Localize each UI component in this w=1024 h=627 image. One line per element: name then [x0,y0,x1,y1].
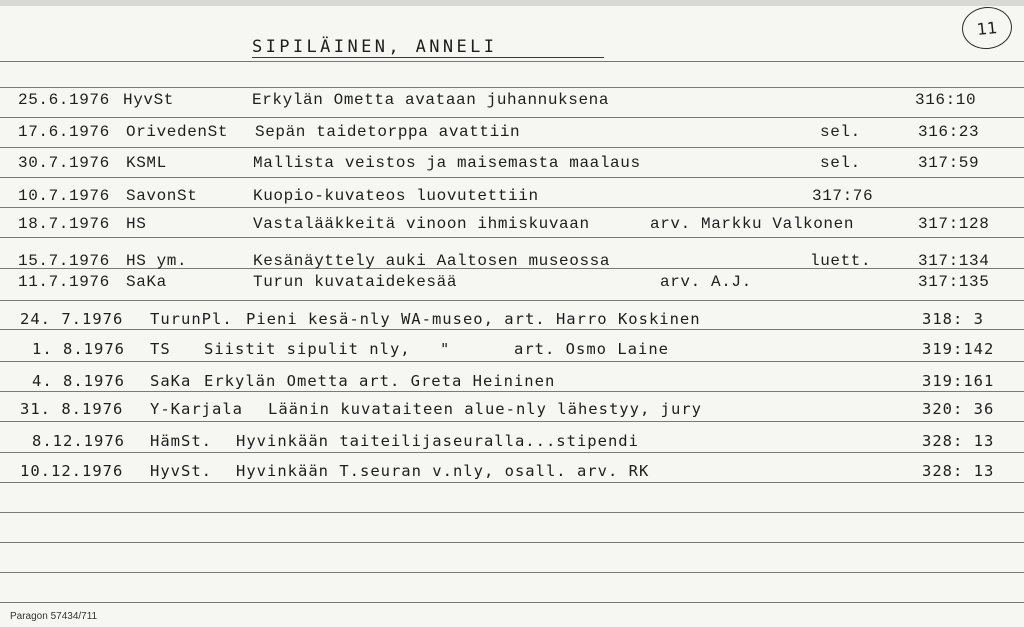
entry-headline: Erkylän Ometta avataan juhannuksena [252,91,610,109]
ruled-line [0,177,1024,178]
entry-source: SaKa [126,273,167,291]
entry-row [0,340,1024,362]
entry-headline: Hyvinkään T.seuran v.nly, osall. arv. RK [236,462,650,480]
entry-date: 30.7.1976 [18,154,110,172]
entry-row [0,123,1024,145]
entry-headline: Läänin kuvataiteen alue-nly lähestyy, jury [268,400,702,418]
entry-source: OrivedenSt [126,123,229,141]
entry-row [0,154,1024,176]
entry-headline: Sepän taidetorppa avattiin [255,123,521,141]
ruled-line [0,300,1024,301]
entry-ref: 328: 13 [922,432,995,450]
entry-date: 4. 8.1976 [32,372,125,390]
ruled-line [0,237,1024,238]
ruled-line [0,542,1024,543]
entry-source: KSML [126,154,167,172]
entry-date: 8.12.1976 [32,432,125,450]
entry-ref: 316:10 [915,91,977,109]
entry-row [0,187,1024,209]
entry-source: SaKa [150,372,192,390]
entry-source: TurunPl. [150,310,233,328]
top-edge-strip [0,0,1024,6]
entry-note: luett. [810,252,872,270]
entry-source: HyvSt. [150,462,212,480]
ruled-line [0,87,1024,88]
entry-date: 24. 7.1976 [20,310,124,328]
entry-headline: Mallista veistos ja maisemasta maalaus [253,154,641,172]
entry-note: 317:76 [812,187,874,205]
entry-date: 11.7.1976 [18,273,110,291]
entry-ref: 316:23 [918,123,980,141]
ruled-line [0,512,1024,513]
entry-row [0,372,1024,394]
entry-row [0,215,1024,237]
title-underline [252,57,604,58]
entry-ref: 319:142 [922,340,995,358]
entry-ref: 317:134 [918,252,990,270]
entry-date: 18.7.1976 [18,215,110,233]
entry-row [0,432,1024,454]
entry-date: 10.12.1976 [20,462,124,480]
entry-headline: Siistit sipulit nly, [204,340,411,358]
entry-headline: Vastalääkkeitä vinoon ihmiskuvaan [253,215,590,233]
entry-headline: Kuopio-kuvateos luovutettiin [253,187,539,205]
entry-note: sel. [820,123,861,141]
entry-row [0,310,1024,332]
entry-source: HyvSt [123,91,175,109]
ruled-line [0,602,1024,603]
entry-headline: Pieni kesä-nly WA-museo, art. Harro Koskinen [246,310,701,328]
entry-date: 10.7.1976 [18,187,110,205]
entry-ref: 318: 3 [922,310,984,328]
entry-extra: art. Osmo Laine [514,340,669,358]
entry-note: arv. Markku Valkonen [650,215,855,233]
entry-ref: 320: 36 [922,400,995,418]
entry-ref: 328: 13 [922,462,995,480]
entry-note: " [440,340,451,358]
entry-headline: Turun kuvataidekesää [253,273,458,291]
entry-source: TS [150,340,171,358]
page-number-circled: 11 [960,5,1014,52]
entry-row [0,462,1024,484]
entry-source: HämSt. [150,432,212,450]
entry-headline: Erkylän Ometta art. Greta Heininen [204,372,556,390]
entry-date: 31. 8.1976 [20,400,124,418]
entry-ref: 317:135 [918,273,990,291]
entry-ref: 319:161 [922,372,995,390]
entry-headline: Hyvinkään taiteilijaseuralla...stipendi [236,432,639,450]
entry-source: Y-Karjala [150,400,243,418]
ruled-line [0,117,1024,118]
entry-ref: 317:59 [918,154,980,172]
entry-note: sel. [820,154,861,172]
entry-date: 25.6.1976 [18,91,110,109]
entry-row [0,273,1024,295]
entry-row [0,91,1024,113]
entry-source: SavonSt [126,187,198,205]
entry-date: 1. 8.1976 [32,340,125,358]
entry-row [0,252,1024,274]
ruled-line [0,61,1024,62]
printer-footer: Paragon 57434/711 [10,611,98,622]
ruled-line [0,147,1024,148]
entry-ref: 317:128 [918,215,990,233]
entry-source: HS ym. [126,252,188,270]
ruled-line [0,572,1024,573]
entry-headline: Kesänäyttely auki Aaltosen museossa [253,252,611,270]
card-title: SIPILÄINEN, ANNELI [252,37,498,57]
entry-row [0,400,1024,422]
entry-note: arv. A.J. [660,273,752,291]
entry-date: 15.7.1976 [18,252,110,270]
entry-source: HS [126,215,147,233]
entry-date: 17.6.1976 [18,123,110,141]
